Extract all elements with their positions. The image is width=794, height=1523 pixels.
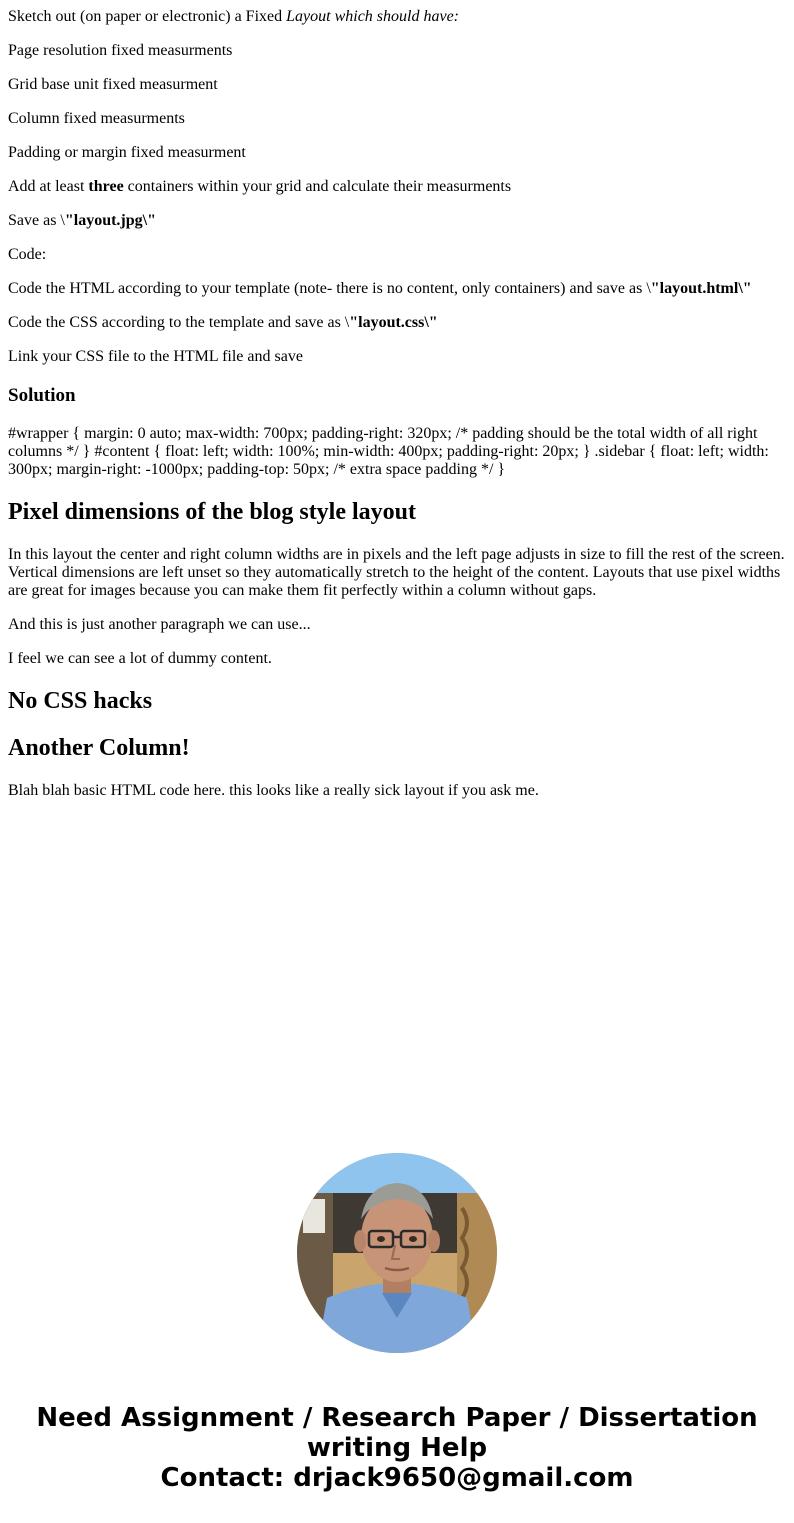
banner-contact-line: Contact: drjack9650@gmail.com [160, 1463, 634, 1493]
help-contact-banner [0, 1403, 794, 1493]
intro-line: Sketch out (on paper or electronic) a Fixed Layout which should have: [8, 8, 459, 25]
requirement-resolution: Page resolution fixed measurments [8, 42, 233, 59]
save-layout-instruction: Save as \"layout.jpg\" [8, 212, 156, 229]
requirement-columns: Column fixed measurments [8, 110, 185, 127]
requirement-padding: Padding or margin fixed measurment [8, 144, 246, 161]
pixel-layout-paragraph: In this layout the center and right column widths are in pixels and the left page adjusts in size to fill the rest of the screen. Vertical dimensions are left unset so they automatically stretch to the height of the content. Layouts that use pixel widths are great for images because you can make them fit perfectly within a column without gaps. [8, 546, 785, 599]
link-instruction: Link your CSS file to the HTML file and save [8, 348, 303, 365]
blah-paragraph: Blah blah basic HTML code here. this looks like a really sick layout if you ask me. [8, 782, 539, 799]
intro-italic: Layout which should have: [286, 8, 459, 25]
code-label: Code: [8, 246, 47, 263]
code-html-instruction: Code the HTML according to your template (note- there is no content, only containers) and save as \"layout.html\" [8, 280, 752, 297]
requirement-grid-unit: Grid base unit fixed measurment [8, 76, 218, 93]
author-portrait [297, 1153, 497, 1353]
solution-heading: Solution [8, 385, 76, 406]
solution-code: #wrapper { margin: 0 auto; max-width: 700px; padding-right: 320px; /* padding should be the total width of all right columns */ } #content { float: left; width: 100%; min-width: 400px; padding-right: 20px; } .sidebar { float: left; width: 300px; margin-right: -1000px; padding-top: 50px; /* extra space padding */ } [8, 425, 769, 478]
pixel-dimensions-heading: Pixel dimensions of the blog style layout [8, 499, 417, 525]
requirement-containers: Add at least three containers within your grid and calculate their measurments [8, 178, 512, 195]
code-css-instruction: Code the CSS according to the template and save as \"layout.css\" [8, 314, 438, 331]
another-column-heading: Another Column! [8, 735, 190, 761]
no-css-hacks-heading: No CSS hacks [8, 688, 153, 714]
banner-line-1: Need Assignment / Research Paper / Dissertation [36, 1403, 758, 1433]
paragraph-another: And this is just another paragraph we can use... [8, 616, 311, 633]
author-avatar [297, 1153, 497, 1353]
banner-line-2: writing Help [306, 1433, 488, 1463]
paragraph-dummy: I feel we can see a lot of dummy content. [8, 650, 272, 667]
